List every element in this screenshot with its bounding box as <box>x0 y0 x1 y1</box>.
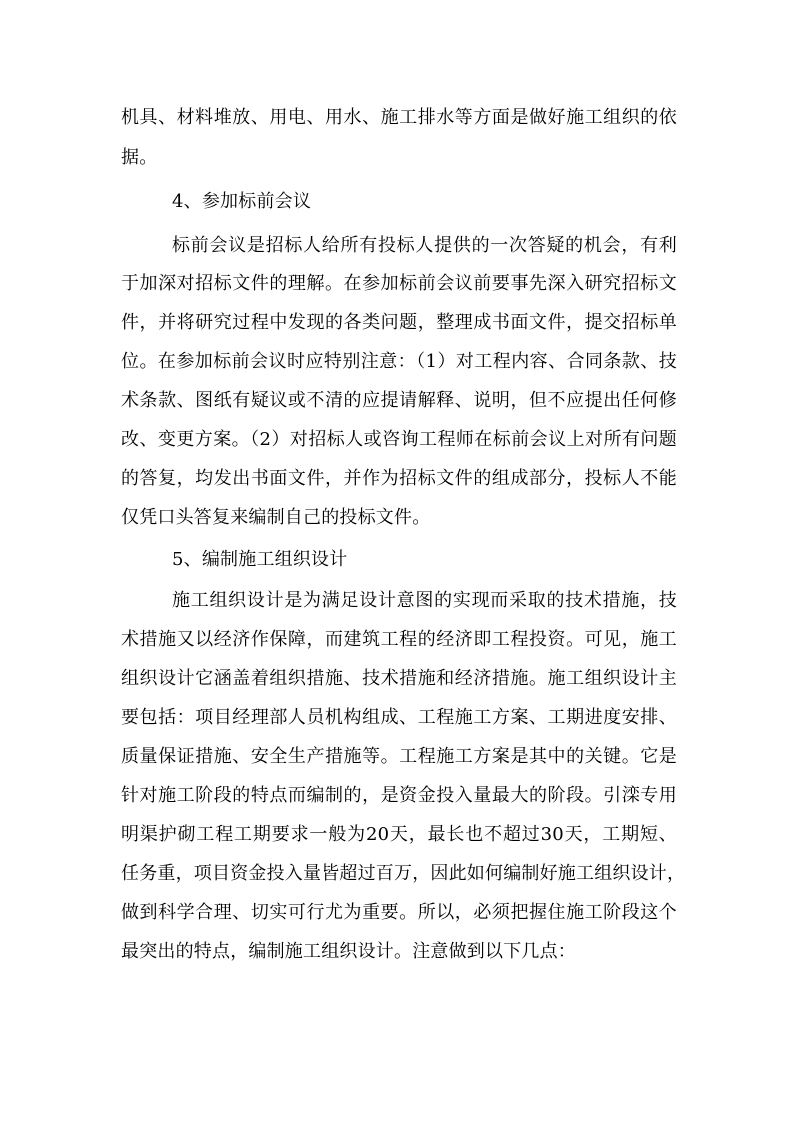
paragraph-5-line-8: 任务重，项目资金投入量皆超过百万，因此如何编制好施工组织设计， <box>121 863 686 884</box>
paragraph-5-line-3: 组织设计它涵盖着组织措施、技术措施和经济措施。施工组织设计主 <box>121 668 677 689</box>
paragraph-intro-line-1: 机具、材料堆放、用电、用水、施工排水等方面是做好施工组织的依 <box>121 107 677 128</box>
paragraph-5-line-10: 最突出的特点，编制施工组织设计。注意做到以下几点： <box>121 941 576 962</box>
paragraph-4-line-2: 于加深对招标文件的理解。在参加标前会议前要事先深入研究招标文 <box>121 273 677 294</box>
paragraph-4-line-3: 件，并将研究过程中发现的各类问题，整理成书面文件，提交招标单 <box>121 312 677 333</box>
paragraph-5-line-2: 术措施又以经济作保障，而建筑工程的经济即工程投资。可见，施工 <box>121 629 677 650</box>
paragraph-4-line-1: 标前会议是招标人给所有投标人提供的一次答疑的机会，有利 <box>172 235 677 256</box>
paragraph-5-line-5: 质量保证措施、安全生产措施等。工程施工方案是其中的关键。它是 <box>121 746 677 767</box>
paragraph-5-line-1: 施工组织设计是为满足设计意图的实现而采取的技术措施，技 <box>172 590 677 611</box>
paragraph-4-line-7: 的答复，均发出书面文件，并作为招标文件的组成部分，投标人不能 <box>121 468 677 489</box>
section-heading-4: 4、参加标前会议 <box>172 191 312 212</box>
paragraph-4-line-6: 改、变更方案。（2）对招标人或咨询工程师在标前会议上对所有问题 <box>121 429 677 450</box>
paragraph-4-line-8: 仅凭口头答复来编制自己的投标文件。 <box>121 507 431 528</box>
paragraph-5-line-7: 明渠护砌工程工期要求一般为20天，最长也不超过30天，工期短、 <box>121 824 677 845</box>
section-heading-5: 5、编制施工组织设计 <box>172 549 348 570</box>
paragraph-5-line-6: 针对施工阶段的特点而编制的，是资金投入量最大的阶段。引滦专用 <box>121 785 677 806</box>
paragraph-intro-line-2: 据。 <box>121 147 158 168</box>
paragraph-5-line-4: 要包括：项目经理部人员机构组成、工程施工方案、工期进度安排、 <box>121 707 677 728</box>
paragraph-4-line-5: 术条款、图纸有疑议或不清的应提请解释、说明，但不应提出任何修 <box>121 390 677 411</box>
paragraph-4-line-4: 位。在参加标前会议时应特别注意：（1）对工程内容、合同条款、技 <box>121 351 677 372</box>
paragraph-5-line-9: 做到科学合理、切实可行尤为重要。所以，必须把握住施工阶段这个 <box>121 902 677 923</box>
